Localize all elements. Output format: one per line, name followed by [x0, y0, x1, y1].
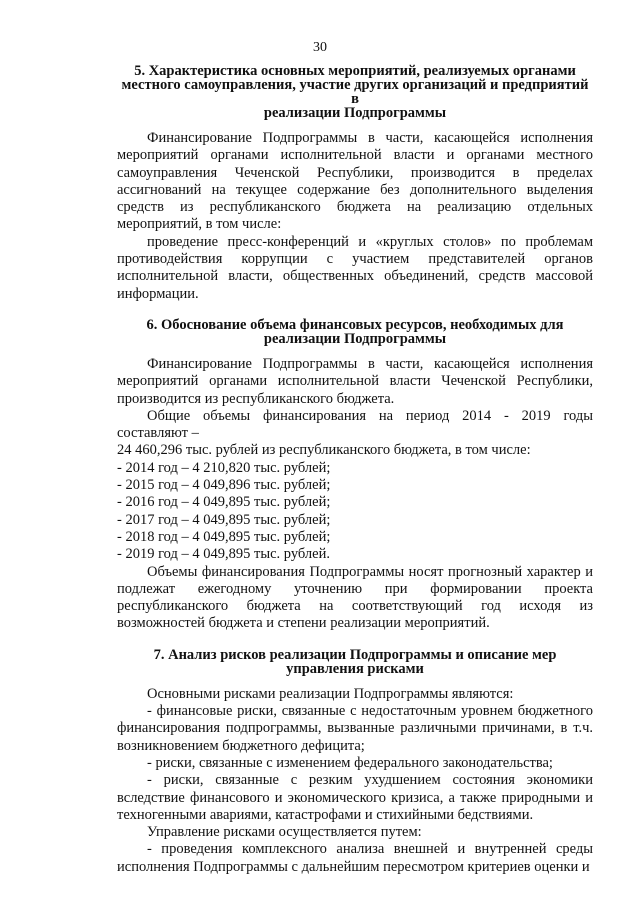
section-6-heading-line-2: реализации Подпрограммы	[263, 330, 447, 347]
section-7-paragraph: Управление рисками осуществляется путем:	[147, 824, 422, 841]
financing-year-item: - 2014 год – 4 210,820 тыс. рублей;	[117, 459, 331, 476]
section-5-heading-line-2: местного самоуправления, участие других организаций и предприятий в	[121, 77, 589, 107]
section-6	[117, 318, 593, 633]
page-content	[117, 64, 593, 876]
section-7-paragraph: - риски, связанные с изменением федерального законодательства;	[147, 754, 553, 771]
section-5-heading-line-3: реализации Подпрограммы	[263, 105, 447, 121]
section-7-heading-line-1: 7. Анализ рисков реализации Подпрограммы и описание мер	[153, 646, 557, 663]
section-7-paragraph: Основными рисками реализации Подпрограммы являются:	[147, 685, 514, 702]
section-5	[117, 64, 593, 303]
section-7-heading-line-2: управления рисками	[286, 660, 424, 677]
financing-year-item: - 2018 год – 4 049,895 тыс. рублей;	[117, 528, 331, 545]
financing-year-item: - 2017 год – 4 049,895 тыс. рублей;	[117, 511, 331, 528]
section-7	[117, 648, 593, 876]
section-6-paragraph: Объемы финансирования Подпрограммы носят прогнозный характер и подлежат ежегодному уточнению при формировании проекта республиканского бюджета на соответствующий год исходя из возможностей бюджета и степени реализации мероприятий.	[117, 563, 593, 632]
financing-year-item: - 2019 год – 4 049,895 тыс. рублей.	[117, 546, 330, 563]
section-7-paragraph: - проведения комплексного анализа внешней и внутренней среды исполнения Подпрограммы с дальнейшим пересмотром критериев оценки и	[117, 841, 593, 875]
financing-year-item: - 2015 год – 4 049,896 тыс. рублей;	[117, 477, 331, 494]
section-7-paragraph: - финансовые риски, связанные с недостаточным уровнем бюджетного финансирования подпрограммы, вызванные различными причинами, в т.ч. возникновением бюджетного дефицита;	[117, 703, 593, 754]
page-number: 30	[313, 40, 327, 55]
financing-year-item: - 2016 год – 4 049,895 тыс. рублей;	[117, 494, 331, 511]
section-5-paragraph: Финансирование Подпрограммы в части, касающейся исполнения мероприятий органами исполнительной власти и органами местного самоуправления Чеченской Республики, производится в пределах ассигнований на текущее содержание без дополнительного выделения средств из республиканского бюджета на реализацию отдельных мероприятий, в том числе:	[117, 130, 593, 233]
section-5-paragraph: проведение пресс-конференций и «круглых столов» по проблемам противодействия коррупции с участием представителей органов исполнительной власти, общественных объединений, средств массовой информации.	[117, 233, 593, 302]
section-6-heading-line-1: 6. Обоснование объема финансовых ресурсов, необходимых для	[146, 316, 564, 333]
financing-total: 24 460,296 тыс. рублей из республиканского бюджета, в том числе:	[117, 442, 531, 459]
section-6-paragraph: Общие объемы финансирования на период 2014 - 2019 годы составляют –	[117, 407, 593, 442]
section-5-heading-line-1: 5. Характеристика основных мероприятий, реализуемых органами	[134, 63, 576, 79]
section-7-paragraph: - риски, связанные с резким ухудшением состояния экономики вследствие финансового и экономического кризиса, а также природными и техногенными авариями, катастрофами и стихийными бедствиями.	[117, 772, 593, 823]
section-6-paragraph: Финансирование Подпрограммы в части, касающейся исполнения мероприятий органами исполнительной власти Чеченской Республики, производится из республиканского бюджета.	[117, 355, 593, 407]
